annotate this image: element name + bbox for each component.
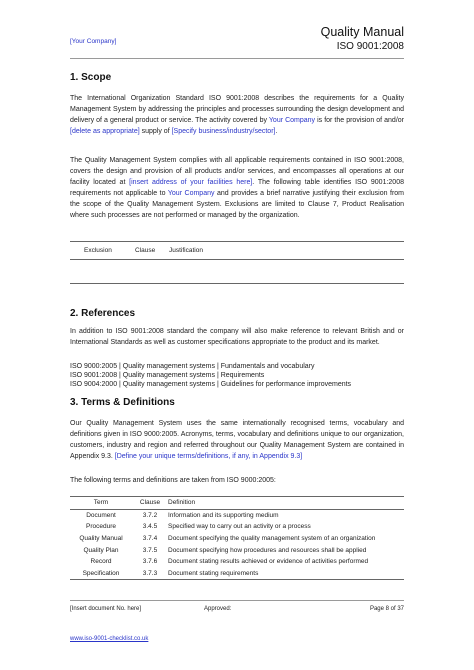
definition-cell: Document stating results achieved or evidence of activities performed (168, 558, 369, 566)
exclusion-table-header-rule (70, 259, 404, 260)
table-row (70, 556, 404, 568)
terms-heading: 3. Terms & Definitions (70, 397, 175, 408)
your-company-placeholder-2: Your Company (167, 190, 215, 198)
approved-label: Approved: (204, 606, 232, 612)
term-cell: Procedure (86, 523, 116, 531)
facility-address-placeholder: [insert address of your facilities here] (129, 179, 253, 187)
definition-cell: Document specifying how procedures and resources shall be applied (168, 546, 367, 554)
table-row (70, 544, 404, 556)
document-number-placeholder: [Insert document No. here] (70, 606, 142, 612)
term-column-header: Term (70, 497, 132, 510)
definition-cell: Document specifying the quality management system of an organization (168, 535, 376, 543)
reference-item: ISO 9000:2005 | Quality management systems | Fundamentals and vocabulary (70, 363, 315, 370)
header-divider (70, 58, 404, 59)
scope-p1-text-a: The International Organization Standard ISO 9001:2008 describes the requirements for a Quality Management System by addressing the principles and processes surrounding the design development and delivery of a general product or service. The activity covered by (70, 95, 404, 125)
exclusion-column-header: Exclusion (84, 247, 112, 254)
scope-p2-text-c: and provides a brief narrative justifying their exclusion from the scope of the Quality Management System. Exclusions are limited to Clause 7, Product Realisation where such processes are not performed or managed by the organization. (70, 190, 405, 220)
terms-table (70, 496, 404, 580)
footer-divider (70, 600, 404, 601)
definition-cell: Specified way to carry out an activity or a process (168, 523, 311, 531)
scope-heading: 1. Scope (70, 72, 112, 83)
terms-para-text: Our Quality Management System uses the same internationally recognised terms, vocabulary and definitions given in ISO 9000:2005. Acronyms, terms, vocabulary and definitions unique to our organization, customers, industry and region and referred throughout our Quality Management System are contained in Appendix 9.3. (70, 420, 404, 461)
terms-intro: The following terms and definitions are taken from ISO 9000:2005: (70, 477, 276, 484)
term-cell: Specification (70, 568, 132, 580)
clause-cell: 3.7.3 (132, 568, 168, 580)
definition-column-header: Definition (168, 497, 404, 510)
term-cell: Record (90, 558, 112, 566)
reference-item: ISO 9001:2008 | Quality management systems | Requirements (70, 372, 265, 379)
term-cell: Document (86, 511, 116, 519)
terms-paragraph (70, 418, 404, 462)
term-cell: Quality Manual (79, 535, 123, 543)
page-number: Page 8 of 37 (369, 606, 404, 612)
references-heading: 2. References (70, 308, 136, 319)
delete-as-appropriate-placeholder: [delete as appropriate] (70, 128, 140, 136)
scope-paragraph-2 (70, 155, 404, 222)
document-title: Quality Manual (320, 25, 404, 39)
table-row (70, 521, 404, 533)
scope-paragraph-1 (70, 93, 404, 137)
exclusion-table-bottom-rule (70, 283, 404, 284)
document-subtitle: ISO 9001:2008 (336, 41, 404, 52)
website-link[interactable]: www.iso-9001-checklist.co.uk (70, 636, 149, 642)
definition-cell: Information and its supporting medium (168, 511, 279, 519)
clause-cell: 3.4.5 (142, 523, 158, 531)
justification-column-header: Justification (169, 247, 203, 254)
table-row (70, 533, 404, 545)
scope-p1-text-c: supply of (139, 128, 172, 136)
company-placeholder: [Your Company] (70, 38, 117, 45)
business-sector-placeholder: [Specify business/industry/sector] (171, 128, 276, 136)
scope-p2-text-b: . The following table identifies ISO 9001:2008 requirements not applicable to (70, 179, 404, 198)
exclusion-table-top-rule (70, 241, 404, 242)
clause-column-header: Clause (135, 247, 156, 254)
table-row (70, 509, 404, 521)
clause-column-header: Clause (132, 497, 168, 510)
term-cell: Quality Plan (83, 546, 119, 554)
clause-cell: 3.7.4 (142, 535, 158, 543)
scope-p1-text-d: . (275, 128, 278, 136)
your-company-placeholder: Your Company (268, 117, 316, 125)
definition-cell: Document stating requirements (168, 568, 404, 580)
references-paragraph: In addition to ISO 9001:2008 standard the company will also make reference to relevant British and or International Standards as well as customer specifications appropriate to the product and its market. (70, 328, 404, 347)
reference-item: ISO 9004:2000 | Quality management systems | Guidelines for performance improvements (70, 381, 352, 388)
scope-p1-text-b: is for the provision of and/or (315, 117, 404, 125)
clause-cell: 3.7.6 (142, 558, 158, 566)
clause-cell: 3.7.2 (142, 511, 158, 519)
scope-p2-text-a: The Quality Management System complies with all applicable requirements contained in ISO 9001:2008, covers the design and provision of all products and/or services, and encompasses all operations at our facility located at (70, 157, 404, 187)
table-row (70, 568, 404, 580)
define-terms-placeholder: [Define your unique terms/definitions, if any, in Appendix 9.3] (114, 453, 303, 461)
terms-table-header-row (70, 497, 404, 510)
clause-cell: 3.7.5 (142, 546, 158, 554)
